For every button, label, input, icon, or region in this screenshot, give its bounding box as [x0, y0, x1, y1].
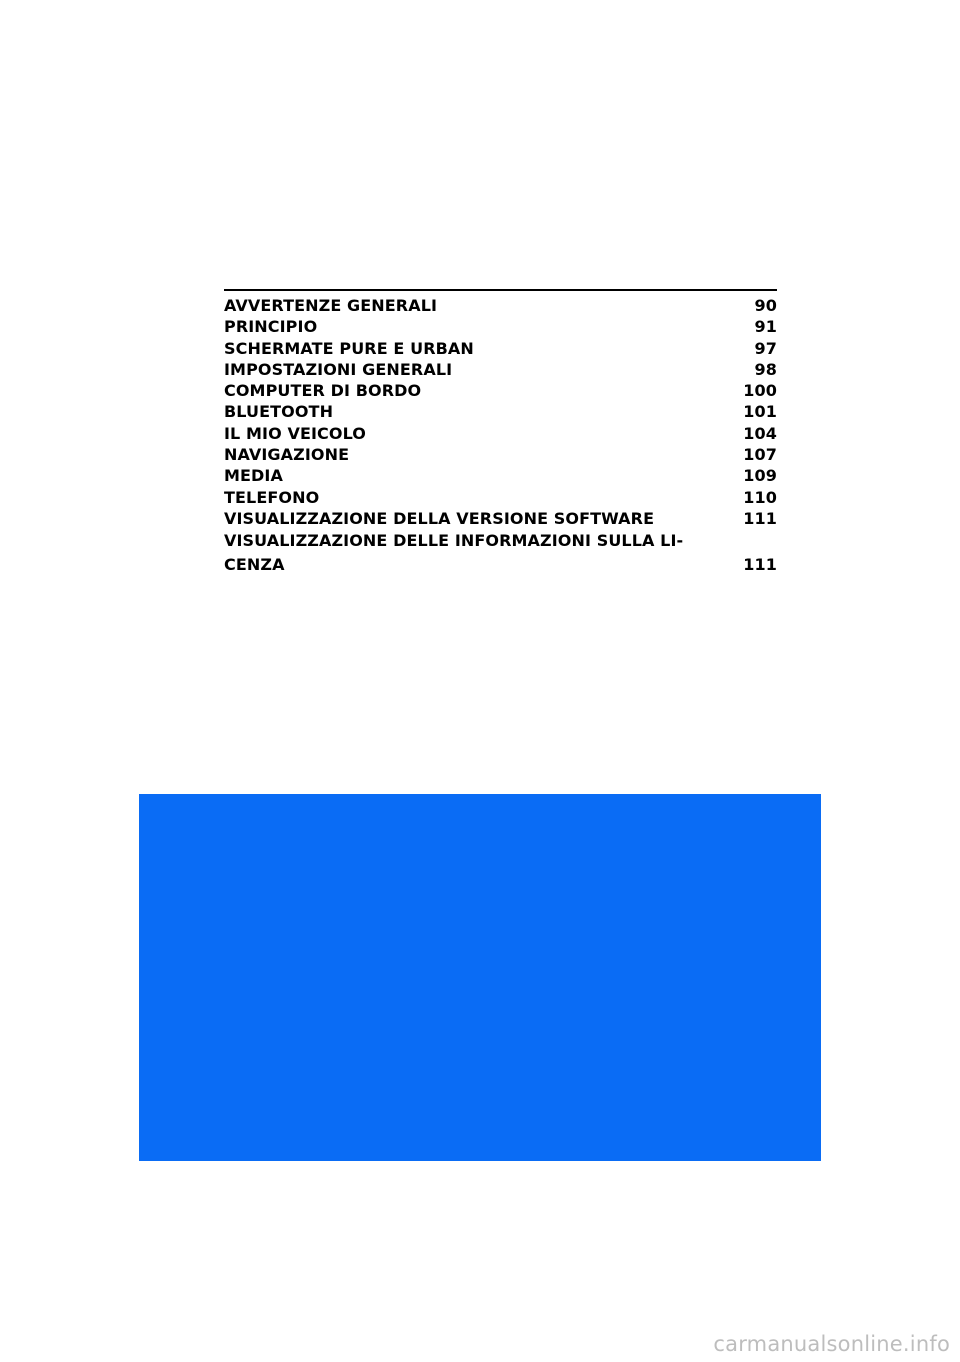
- toc-entry-title: BLUETOOTH: [224, 402, 334, 422]
- toc-entry-media[interactable]: [224, 465, 777, 486]
- toc-entry-avvertenze-generali[interactable]: [224, 295, 777, 316]
- toc-entry-page: 110: [743, 487, 777, 507]
- toc-entry-page: 97: [754, 338, 777, 358]
- toc-entry-title: IL MIO VEICOLO: [224, 423, 367, 443]
- toc-entry-versione-software[interactable]: [224, 508, 777, 529]
- toc-entry-title: TELEFONO: [224, 487, 320, 507]
- toc-entry-title: COMPUTER DI BORDO: [224, 381, 422, 401]
- toc-entry-title: MEDIA: [224, 466, 283, 486]
- toc-entry-title: VISUALIZZAZIONE DELLA VERSIONE SOFTWARE: [224, 508, 655, 528]
- toc-entry-page: 111: [743, 555, 777, 575]
- toc-entry-navigazione[interactable]: [224, 444, 777, 465]
- toc-entry-title: [224, 529, 743, 577]
- toc-entry-page: 100: [743, 381, 777, 401]
- table-of-contents: [224, 289, 777, 577]
- toc-entry-impostazioni-generali[interactable]: [224, 359, 777, 380]
- toc-entry-page: 109: [743, 466, 777, 486]
- toc-entry-title: IMPOSTAZIONI GENERALI: [224, 359, 453, 379]
- toc-entry-bluetooth[interactable]: [224, 401, 777, 422]
- toc-entry-computer-di-bordo[interactable]: [224, 380, 777, 401]
- toc-entry-il-mio-veicolo[interactable]: [224, 423, 777, 444]
- toc-entry-page: 107: [743, 445, 777, 465]
- toc-entry-principio[interactable]: [224, 316, 777, 337]
- toc-entry-schermate[interactable]: [224, 338, 777, 359]
- toc-entry-page: 90: [754, 296, 777, 315]
- toc-entry-title: AVVERTENZE GENERALI: [224, 296, 438, 315]
- toc-entry-page: 101: [743, 402, 777, 422]
- blue-panel: [139, 794, 821, 1161]
- toc-entry-page: 104: [743, 423, 777, 443]
- toc-entry-page: 98: [754, 359, 777, 379]
- toc-entry-title: SCHERMATE PURE E URBAN: [224, 338, 474, 358]
- toc-entry-title: PRINCIPIO: [224, 317, 318, 337]
- toc-entry-telefono[interactable]: [224, 487, 777, 508]
- toc-entry-title-line1: VISUALIZZAZIONE DELLE INFORMAZIONI SULLA LI-: [224, 531, 684, 551]
- toc-entry-title-line2: CENZA: [224, 555, 285, 575]
- toc-entry-title: NAVIGAZIONE: [224, 445, 350, 465]
- toc-entry-page: 111: [743, 508, 777, 528]
- toc-entry-page: 91: [754, 317, 777, 337]
- toc-entry-informazioni-licenza[interactable]: [224, 529, 777, 577]
- watermark: carmanualsonline.info: [713, 1332, 950, 1356]
